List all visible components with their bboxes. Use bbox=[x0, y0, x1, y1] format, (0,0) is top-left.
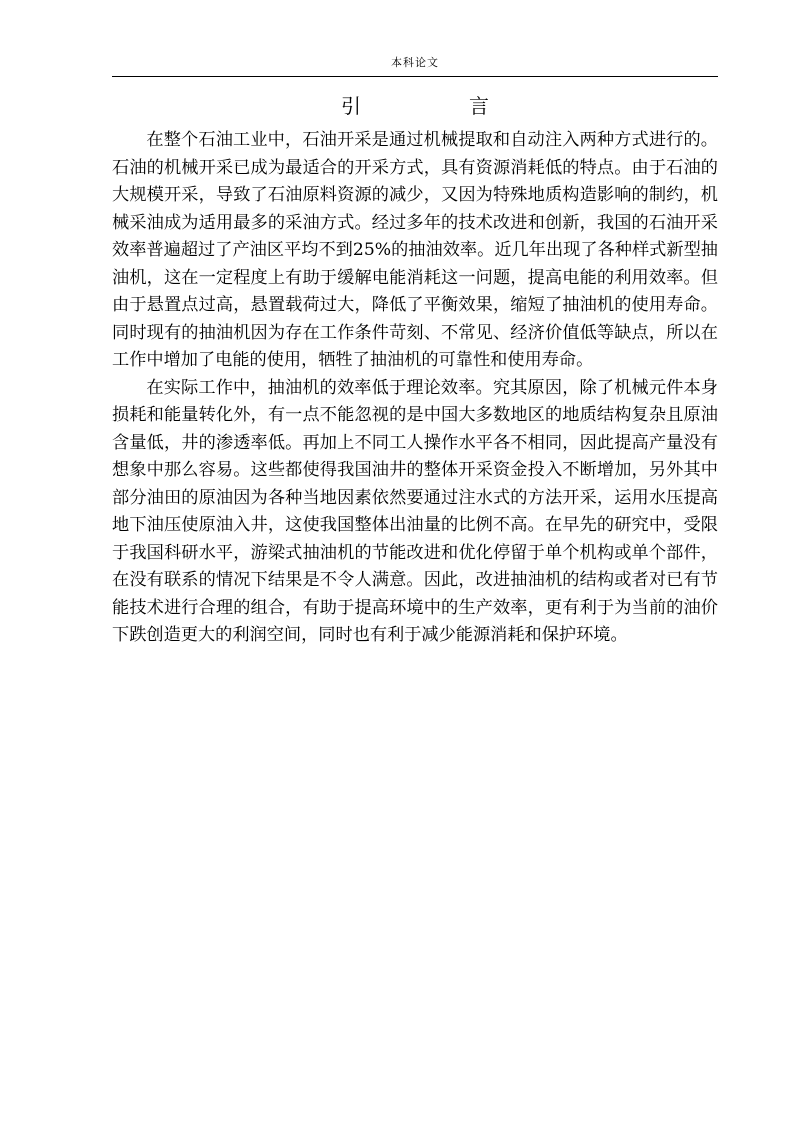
section-title: 引 言 bbox=[341, 94, 533, 118]
paragraph-2: 在实际工作中，抽油机的效率低于理论效率。究其原因，除了机械元件本身损耗和能量转化外，有一点不能忽视的是中国大多数地区的地质结构复杂且原油含量低，井的渗透率低。再加上不同工人操作水平各不相同，因此提高产量没有想象中那么容易。这些都使得我国油井的整体开采资金投入不断增加，另外其中部分油田的原油因为各种当地因素依然要通过注水式的方法开采，运用水压提高地下油压使原油入井，这使我国整体出油量的比例不高。在早先的研究中，受限于我国科研水平，游梁式抽油机的节能改进和优化停留于单个机构或单个部件，在没有联系的情况下结果是不令人满意。因此，改进抽油机的结构或者对已有节能技术进行合理的组合，有助于提高环境中的生产效率，更有利于为当前的油价下跌创造更大的利润空间，同时也有利于减少能源消耗和保护环境。 bbox=[112, 377, 718, 645]
running-header: 本科论文 bbox=[391, 56, 439, 69]
body-text bbox=[112, 127, 718, 650]
header-divider bbox=[112, 76, 718, 77]
paragraph-1: 在整个石油工业中，石油开采是通过机械提取和自动注入两种方式进行的。石油的机械开采已成为最适合的开采方式，具有资源消耗低的特点。由于石油的大规模开采，导致了石油原料资源的减少，又因为特殊地质构造影响的制约，机械采油成为适用最多的采油方式。经过多年的技术改进和创新，我国的石油开采效率普遍超过了产油区平均不到25%的抽油效率。近几年出现了各种样式新型抽油机，这在一定程度上有助于缓解电能消耗这一问题，提高电能的利用效率。但由于悬置点过高，悬置载荷过大，降低了平衡效果，缩短了抽油机的使用寿命。同时现有的抽油机因为存在工作条件苛刻、不常见、经济价值低等缺点，所以在工作中增加了电能的使用，牺牲了抽油机的可靠性和使用寿命。 bbox=[112, 130, 718, 370]
